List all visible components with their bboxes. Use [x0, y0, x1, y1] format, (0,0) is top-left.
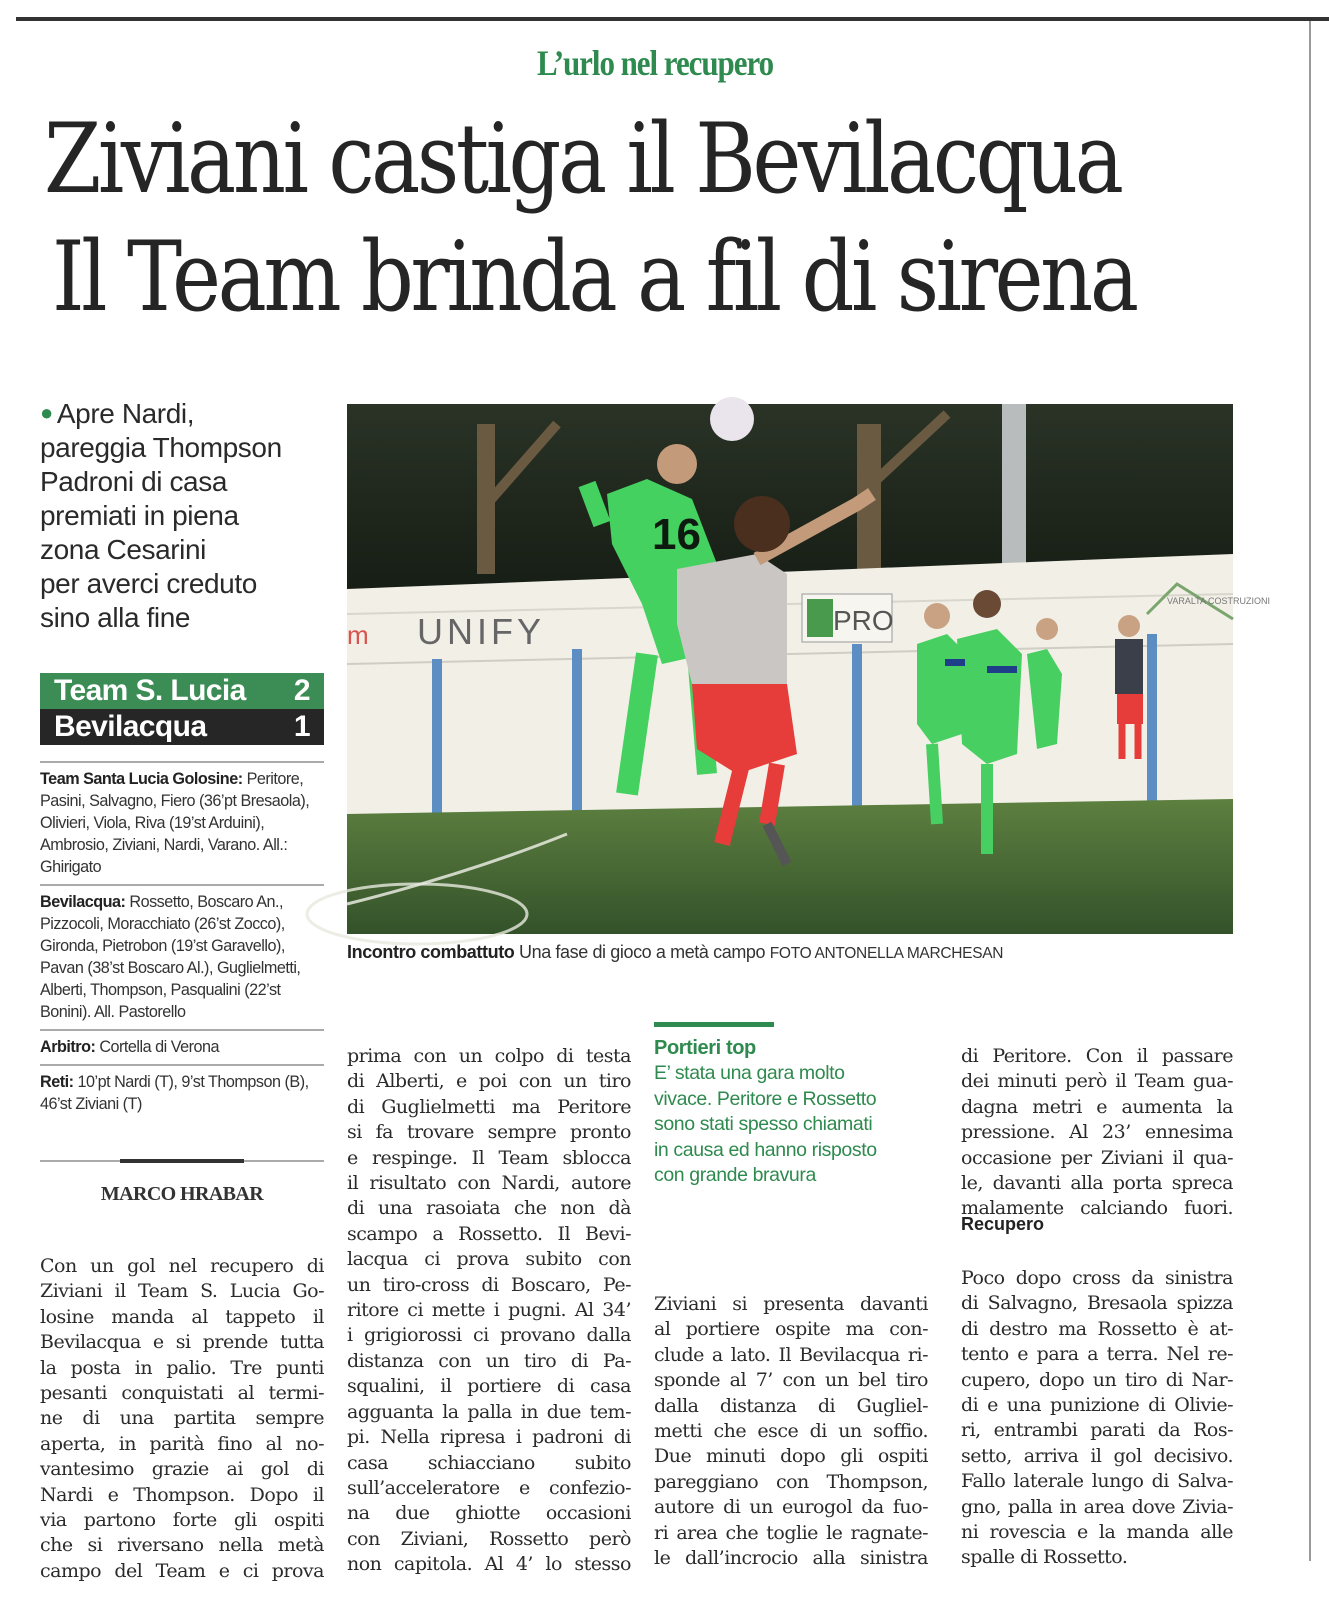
body-line: di Guglielmetti ma Peritore	[347, 1095, 631, 1118]
body-line: agguanta la palla in due tem-	[347, 1400, 631, 1423]
body-line: Ziviani si presenta davanti	[654, 1293, 928, 1315]
body-line: cupero, dopo un tiro di Nar-	[961, 1368, 1233, 1391]
body-line: pareggiano con Thompson,	[654, 1470, 928, 1493]
body-line: spalle di Rossetto.	[961, 1546, 1128, 1569]
body-line: che si riversano nella metà	[40, 1534, 324, 1557]
body-line: pressione. Al 23’ ennesima	[961, 1121, 1233, 1144]
caption-title: Incontro combattuto	[347, 942, 515, 962]
body-line: si fa trovare sempre pronto	[347, 1121, 631, 1144]
body-line: gno, palla in area dove Zivia-	[961, 1495, 1233, 1518]
body-line: ne di una partita sempre	[40, 1407, 324, 1430]
bullet-icon: ●	[40, 400, 53, 425]
headline-line-1: Ziviani castiga il Bevilacqua	[44, 103, 1121, 215]
headline-line-2: Il Team brinda a fil di sirena	[52, 221, 1136, 333]
deck	[40, 396, 324, 635]
body-column-4b	[961, 1266, 1233, 1571]
body-line: Bevilacqua e si prende tutta	[40, 1331, 324, 1354]
caption-text: Una fase di gioco a metà campo	[519, 942, 766, 962]
top-rule	[16, 17, 1329, 21]
referee	[40, 1031, 324, 1064]
body-line: squalini, il portiere di casa	[347, 1375, 631, 1398]
body-line: scampo a Rossetto. Il Bevi-	[347, 1222, 631, 1245]
home-team: Team S. Lucia	[54, 674, 246, 707]
headline	[40, 100, 1280, 336]
jersey-number: 16	[652, 510, 701, 559]
box-line: con grande bravura	[654, 1164, 816, 1186]
goals	[40, 1066, 324, 1121]
body-line: di Alberti, e poi con un tiro	[347, 1070, 631, 1093]
body-line: setto, arriva il gol decisivo.	[961, 1444, 1233, 1467]
body-line: ri, entrambi parati da Ros-	[961, 1419, 1233, 1442]
body-line: na due ghiotte occasioni	[347, 1502, 631, 1525]
scoreboard	[40, 673, 324, 745]
photo-credit: FOTO ANTONELLA MARCHESAN	[769, 945, 1004, 962]
body-line: prima con un colpo di testa	[347, 1045, 631, 1067]
box-body	[654, 1061, 934, 1189]
body-line: ritore ci mette i pugni. Al 34’	[347, 1299, 631, 1322]
body-line: campo del Team e ci prova	[40, 1559, 324, 1582]
score-row-away	[40, 709, 324, 745]
subhead-recupero: Recupero	[961, 1214, 1045, 1234]
body-line: dei minuti però il Team gua-	[961, 1070, 1233, 1093]
deck-line: Apre Nardi,	[56, 398, 195, 429]
deck-line: per averci creduto	[40, 568, 257, 599]
away-lineup-text: Rossetto, Boscaro An., Pizzocoli, Moracchiato (26’st Zocco), Gironda, Pietrobon (19’st Garavello), Pavan (38’st Boscaro Al.), Guglielmetti, Alberti, Thompson, Pasqualini (22’st Bonini). All. Pastorello	[40, 893, 301, 1021]
body-line: Con un gol nel recupero di	[40, 1255, 324, 1277]
body-line: aperta, in parità fino al no-	[40, 1432, 324, 1455]
body-column-3	[654, 1292, 928, 1571]
body-line: distanza con un tiro di Pa-	[347, 1349, 631, 1372]
goals-label: Reti:	[40, 1073, 74, 1091]
body-line: il risultato con Nardi, autore	[347, 1172, 631, 1195]
box-line: in causa ed hanno risposto	[654, 1138, 877, 1161]
body-line: di destro ma Rossetto è at-	[961, 1317, 1233, 1340]
deck-line: zona Cesarini	[40, 534, 206, 565]
body-line: Due minuti dopo gli ospiti	[654, 1445, 928, 1468]
body-line: lacqua ci prova subito con	[347, 1248, 631, 1271]
home-score: 2	[293, 674, 310, 707]
photo-illustration	[347, 404, 1271, 934]
deck-line: Padroni di casa	[40, 466, 228, 497]
body-line: e respinge. Il Team sblocca	[347, 1146, 631, 1169]
body-line: clude a lato. Il Bevilacqua ri-	[654, 1343, 928, 1366]
deck-line: sino alla fine	[40, 602, 191, 633]
body-line: Ziviani il Team S. Lucia Go-	[40, 1280, 324, 1303]
body-line: malamente calciando fuori.	[961, 1197, 1233, 1220]
body-line: dalla distanza di Gugliel-	[654, 1394, 928, 1417]
home-lineup	[40, 763, 324, 884]
kicker: L’urlo nel recupero	[536, 43, 774, 83]
body-line: autore di un eurogol da fuo-	[654, 1496, 928, 1519]
body-column-2	[347, 1044, 631, 1578]
referee-label: Arbitro:	[40, 1038, 96, 1056]
body-line: metti che esce di un soffio.	[654, 1420, 928, 1443]
body-line: ni rovescia e la manda alle	[961, 1521, 1233, 1544]
away-lineup	[40, 886, 324, 1029]
home-lineup-label: Team Santa Lucia Golosine:	[40, 770, 243, 788]
body-line: sull’acceleratore e confezio-	[347, 1476, 631, 1499]
deck-line: pareggia Thompson	[40, 432, 282, 463]
sidebox-portieri	[654, 1035, 934, 1189]
body-column-4a	[961, 1044, 1233, 1222]
body-line: vantesimo grazie ai gol di	[40, 1458, 324, 1481]
body-line: casa schiacciano subito	[347, 1451, 631, 1474]
away-lineup-label: Bevilacqua:	[40, 893, 126, 911]
body-line: le dall’incrocio alla sinistra	[654, 1547, 928, 1570]
sign-varalta: VARALTA COSTRUZIONI	[1167, 596, 1271, 606]
away-score: 1	[293, 710, 310, 743]
body-line: Nardi e Thompson. Dopo il	[40, 1483, 324, 1506]
box-title: Portieri top	[654, 1037, 756, 1059]
home-lineup-text: Peritore, Pasini, Salvagno, Fiero (36’pt Bresaola), Olivieri, Viola, Riva (19’st Arduini), Ambrosio, Ziviani, Nardi, Varano. All.: Ghirigato	[40, 770, 310, 876]
body-line: di e una punizione di Olivie-	[961, 1394, 1233, 1417]
box-line: sono stati spesso chiamati	[654, 1113, 873, 1135]
sidebar	[40, 396, 324, 1121]
body-line: i grigiorossi ci provano dalla	[347, 1324, 631, 1347]
sign-m: m	[347, 620, 369, 650]
away-team: Bevilacqua	[54, 710, 207, 743]
deck-line: premiati in piena	[40, 500, 239, 531]
body-line: via partono forte gli ospiti	[40, 1509, 324, 1532]
body-line: di Peritore. Con il passare	[961, 1045, 1233, 1067]
photo-caption	[347, 942, 1247, 963]
body-line: pesanti conquistati al termi-	[40, 1382, 324, 1405]
byline: MARCO HRABAR	[100, 1183, 264, 1205]
score-row-home	[40, 673, 324, 709]
body-line: dagna metri e aumenta la	[961, 1095, 1233, 1118]
box-line: vivace. Peritore e Rossetto	[654, 1087, 877, 1110]
body-line: di una rasoiata che non dà	[347, 1197, 631, 1220]
body-line: sponde al 7’ con un bel tiro	[654, 1369, 928, 1392]
body-line: di Salvagno, Bresaola spizza	[961, 1292, 1233, 1315]
body-line: losine manda al tappeto il	[40, 1305, 324, 1328]
body-line: le, davanti alla porta spreca	[961, 1172, 1233, 1195]
body-line: con Ziviani, Rossetto però	[347, 1527, 631, 1550]
box-line: E’ stata una gara molto	[654, 1062, 845, 1084]
body-line: Poco dopo cross da sinistra	[961, 1267, 1233, 1289]
body-line: tento e para a terra. Nel re-	[961, 1343, 1233, 1366]
referee-text: Cortella di Verona	[99, 1038, 220, 1056]
body-line: ri area che toglie le ragnate-	[654, 1521, 928, 1544]
body-line: Fallo laterale lungo di Salva-	[961, 1470, 1233, 1493]
body-column-1	[40, 1254, 324, 1584]
body-line: un tiro-cross di Boscaro, Pe-	[347, 1273, 631, 1296]
column-rule	[1309, 21, 1311, 1561]
sign-pro: PRO	[833, 605, 894, 636]
body-line: non capitola. Al 4’ lo stesso	[347, 1553, 631, 1576]
byline-rule	[40, 1160, 324, 1162]
goals-text: 10’pt Nardi (T), 9’st Thompson (B), 46’st Ziviani (T)	[40, 1073, 309, 1113]
box-rule	[654, 1022, 774, 1027]
body-line: pi. Nella ripresa i padroni di	[347, 1426, 631, 1449]
body-line: al portiere ospite ma con-	[654, 1318, 928, 1341]
match-photo	[347, 404, 1271, 934]
body-line: la posta in palio. Tre punti	[40, 1356, 324, 1379]
sign-unify: UNIFY	[417, 611, 545, 652]
body-line: occasione per Ziviani il qua-	[961, 1146, 1233, 1169]
